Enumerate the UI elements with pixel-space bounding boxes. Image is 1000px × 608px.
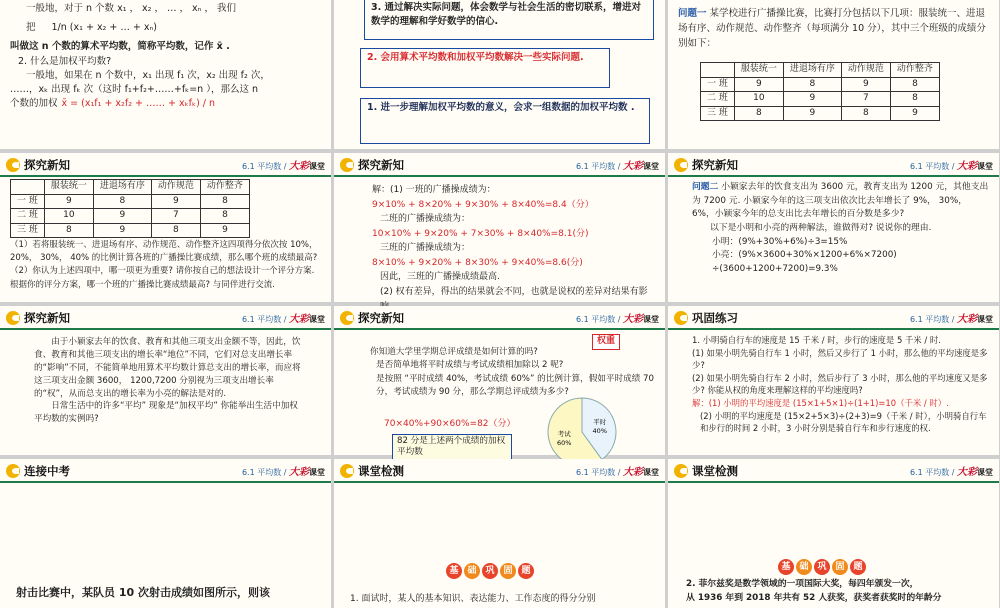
table-cell: 8 <box>200 194 249 209</box>
question-1: （1）若将服装统一、进退场有序、动作规范、动作整齐这四项得分依次按 10%， 20%， 30%， 40% 的比例计算各班的广播操比赛成绩，那么哪个班的成绩最高? <box>10 240 318 264</box>
pacman-icon <box>674 464 688 478</box>
slide-header <box>0 153 331 179</box>
pie-slice-value: 60% <box>556 438 572 447</box>
conclusion-text: 82 分是上述两个成绩的加权平均数 <box>397 436 506 458</box>
text-line: 把 <box>26 22 36 34</box>
table-cell: 9 <box>151 194 200 209</box>
brand-tag: 课堂 <box>309 162 325 171</box>
section-chips <box>778 559 866 575</box>
header-ref <box>576 312 659 327</box>
text-line: 2. 什么是加权平均数? <box>18 55 112 67</box>
brand-tag: 课堂 <box>643 162 659 171</box>
brand-logo: 大彩 <box>623 314 643 325</box>
section-chip: 巩 <box>814 559 830 575</box>
header-divider <box>668 328 999 330</box>
solution-line: 二班的广播操成绩为： <box>380 214 471 225</box>
page-ref: 6.1 平均数 / <box>241 468 287 477</box>
formula-mean: 1/n (x₁ + x₂ + … + xₙ) <box>51 22 157 34</box>
slide-2[interactable] <box>334 0 665 149</box>
text-line: 个数的加权 <box>10 98 58 110</box>
table-cell: 8 <box>44 223 93 238</box>
header-divider <box>334 481 665 483</box>
brand-tag: 课堂 <box>643 468 659 477</box>
table-row <box>11 194 250 209</box>
quiz-question: 从 1936 年到 2018 年共有 52 人获奖，获奖者获奖时的年龄分 <box>686 593 942 604</box>
text-line: 一般地，对于 n 个数 x₁ ， x₂ ， … ， xₙ ， 我们 <box>26 3 237 14</box>
slide-header <box>0 459 331 485</box>
question-2: （2）你认为上述四项中，哪一项更为重要? 请你按自己的想法设计一个评分方案. 根据你的评分方案，哪一个班的广播操比赛成绩最高? 与同伴进行交流. <box>10 266 315 290</box>
table-header-cell: 动作规范 <box>151 180 200 195</box>
slide-6[interactable] <box>668 153 999 302</box>
table-row <box>11 223 250 238</box>
slide-title: 课堂检测 <box>692 464 738 478</box>
pacman-icon <box>6 464 20 478</box>
table-cell: 9 <box>93 223 151 238</box>
table-cell: 8 <box>841 106 890 121</box>
pacman-icon <box>6 311 20 325</box>
slide-3[interactable] <box>668 0 999 149</box>
table-cell: 三 班 <box>11 223 45 238</box>
slide-12[interactable] <box>668 459 999 608</box>
table-row <box>701 106 940 121</box>
header-ref <box>242 159 325 174</box>
table-cell: 9 <box>890 106 939 121</box>
problem-question: 以下是小明和小亮的两种解法，谁做得对? 说说你的理由. <box>710 222 932 233</box>
table-cell: 8 <box>890 92 939 107</box>
table-cell: 9 <box>93 209 151 224</box>
brand-tag: 课堂 <box>977 162 993 171</box>
table-cell: 10 <box>44 209 93 224</box>
goal-1-text: 1. 进一步理解加权平均数的意义，会求一组数据的加权平均数 . <box>367 102 635 113</box>
section-chip: 基 <box>778 559 794 575</box>
table-cell: 8 <box>93 194 151 209</box>
conclusion-box <box>392 434 512 460</box>
table-cell: 9 <box>200 223 249 238</box>
table-cell: 7 <box>151 209 200 224</box>
solution-calc: 8×10% + 9×20% + 8×30% + 9×40%=8.6(分) <box>372 257 583 268</box>
table-cell: 10 <box>734 92 783 107</box>
page-ref: 6.1 平均数 / <box>909 315 955 324</box>
goal-3-text: 3. 通过解决实际问题，体会数学与社会生活的密切联系，增进对数学的理解和学好数学的信心. <box>371 2 642 28</box>
page-ref: 6.1 平均数 / <box>909 468 955 477</box>
table-cell: 二 班 <box>11 209 45 224</box>
table-cell: 8 <box>783 77 841 92</box>
pie-slice-value: 40% <box>592 427 608 436</box>
table-header-cell: 进退场有序 <box>93 180 151 195</box>
exercise-answer: (2) 小明的平均速度是 (15×2+5×3)÷(2+3)=9（千米 / 时），小明骑自行车和步行的时间 2 小时，3 小时分别是骑自行车和步行速度的权. <box>700 410 987 434</box>
table-cell: 一 班 <box>701 77 735 92</box>
solution-line: (2) 权有差异，得出的结果就会不同，也就是说权的差异对结果有影 <box>380 287 648 298</box>
header-ref <box>242 312 325 327</box>
pacman-icon <box>340 311 354 325</box>
problem-text: 某学校进行广播操比赛，比赛打分包括以下几项：服装统一、进退场有序、动作规范、动作整齐（每项满分 10 分），其中三个班级的成绩分别如下： <box>678 8 986 50</box>
text-line: 一般地，如果在 n 个数中，x₁ 出现 f₁ 次，x₂ 出现 f₂ 次， <box>26 69 270 81</box>
exercise-line: 1. 小明骑自行车的速度是 15 千米 / 时，步行的速度是 5 千米 / 时. <box>692 335 941 345</box>
weight-badge: 权重 <box>592 334 620 350</box>
brand-logo: 大彩 <box>623 467 643 478</box>
brand-logo: 大彩 <box>957 467 977 478</box>
score-table <box>700 62 940 121</box>
section-chip: 固 <box>832 559 848 575</box>
brand-logo: 大彩 <box>289 161 309 172</box>
table-row <box>701 92 940 107</box>
header-divider <box>0 175 331 177</box>
header-divider <box>334 328 665 330</box>
slide-9[interactable] <box>668 306 999 455</box>
goal-2 <box>360 48 610 88</box>
header-divider <box>334 175 665 177</box>
slide-8[interactable] <box>334 306 665 458</box>
slide-5[interactable] <box>334 153 665 302</box>
quiz-question: 2. 菲尔兹奖是数学领域的一项国际大奖，每四年颁发一次， <box>686 579 919 589</box>
solution-calc: 10×10% + 9×20% + 7×30% + 8×40%=8.1(分) <box>372 228 589 239</box>
exercise-line: (1) 如果小明先骑自行车 1 小时，然后又步行了 1 小时，那么他的平均速度是多少? <box>692 347 988 371</box>
header-ref <box>576 159 659 174</box>
answer-xiaoliang-cont: ÷(3600+1200+7200)=9.3% <box>712 263 838 274</box>
brand-logo: 大彩 <box>289 467 309 478</box>
brand-tag: 课堂 <box>977 468 993 477</box>
page-ref: 6.1 平均数 / <box>575 315 621 324</box>
problem-label: 问题二 <box>692 182 719 192</box>
slide-10[interactable] <box>0 459 331 608</box>
weighted-calc: 70×40%+90×60%=82（分） <box>384 419 516 429</box>
exercise-answer: 解：(1) 小明的平均速度是 (15×1+5×1)÷(1+1)=10（千米 / 时）. <box>692 398 949 409</box>
slide-4[interactable] <box>0 153 331 302</box>
quiz-question: 1. 面试时，某人的基本知识、表达能力、工作态度的得分分别 <box>350 594 596 604</box>
text-line: ……，xₖ 出现 fₖ 次（这时 f₁+f₂+……+fₖ=n ），那么这 n <box>10 84 259 95</box>
slide-header <box>334 153 665 179</box>
table-cell: 9 <box>783 92 841 107</box>
pie-slice-label: 平时 <box>593 418 607 427</box>
table-row <box>11 209 250 224</box>
solution-calc: 9×10% + 8×20% + 9×30% + 8×40%=8.4（分） <box>372 199 594 210</box>
slide-title: 巩固练习 <box>692 311 738 325</box>
question-line: 你知道大学里学期总评成绩是如何计算的吗? <box>370 347 538 357</box>
goal-2-text: 2. 会用算术平均数和加权平均数解决一些实际问题. <box>367 52 584 63</box>
page-ref: 6.1 平均数 / <box>241 315 287 324</box>
brand-logo: 大彩 <box>957 161 977 172</box>
table-cell: 8 <box>890 77 939 92</box>
brand-tag: 课堂 <box>643 315 659 324</box>
section-chip: 础 <box>796 559 812 575</box>
table-row <box>701 77 940 92</box>
slide-title: 探究新知 <box>692 158 738 172</box>
table-header-cell <box>11 180 45 195</box>
table-cell: 二 班 <box>701 92 735 107</box>
brand-logo: 大彩 <box>289 314 309 325</box>
question-line: 是按照 “平时成绩 40%，考试成绩 60%” 的比例计算，假如平时成绩 70 分，考试成绩为 90 分，那么学期总评成绩为多少? <box>376 373 654 397</box>
slide-header <box>334 306 665 332</box>
section-chip: 础 <box>464 563 480 579</box>
page-ref: 6.1 平均数 / <box>575 468 621 477</box>
table-cell: 8 <box>200 209 249 224</box>
header-divider <box>0 481 331 483</box>
slide-header <box>334 459 665 485</box>
pacman-icon <box>340 464 354 478</box>
section-chip: 题 <box>850 559 866 575</box>
solution-line: 三班的广播操成绩为： <box>380 243 471 254</box>
header-divider <box>668 175 999 177</box>
exercise-line: (2) 如果小明先骑自行车 2 小时，然后步行了 3 小时，那么他的平均速度又是多少? 你能从权的角度来理解这样的平均速度吗? <box>692 372 988 396</box>
section-chip: 题 <box>518 563 534 579</box>
header-ref <box>576 465 659 480</box>
exam-question: 射击比赛中，某队员 10 次射击成绩如图所示，则该 <box>16 586 270 599</box>
goal-3 <box>364 0 654 40</box>
brand-tag: 课堂 <box>977 315 993 324</box>
slide-1[interactable] <box>0 0 331 149</box>
table-header-cell: 进退场有序 <box>783 63 841 78</box>
brand-logo: 大彩 <box>957 314 977 325</box>
table-header-cell: 动作整齐 <box>890 63 939 78</box>
header-ref <box>910 465 993 480</box>
section-chip: 巩 <box>482 563 498 579</box>
slide-7[interactable] <box>0 306 331 455</box>
slide-title: 探究新知 <box>24 158 70 172</box>
page-ref: 6.1 平均数 / <box>241 162 287 171</box>
section-chip: 固 <box>500 563 516 579</box>
header-ref <box>242 465 325 480</box>
pie-slice-label: 考试 <box>557 429 571 438</box>
slide-header <box>668 306 999 332</box>
section-chip: 基 <box>446 563 462 579</box>
slide-title: 探究新知 <box>24 311 70 325</box>
solution-line: 解：(1) 一班的广播操成绩为： <box>372 185 496 195</box>
goal-1 <box>360 98 650 144</box>
slide-title: 探究新知 <box>358 311 404 325</box>
header-ref <box>910 312 993 327</box>
slide-11[interactable] <box>334 459 665 608</box>
table-header-cell: 动作规范 <box>841 63 890 78</box>
brand-tag: 课堂 <box>309 315 325 324</box>
page-ref: 6.1 平均数 / <box>909 162 955 171</box>
table-header-cell: 动作整齐 <box>200 180 249 195</box>
problem-label: 问题一 <box>678 8 707 19</box>
table-cell: 一 班 <box>11 194 45 209</box>
table-cell: 9 <box>44 194 93 209</box>
text-line: 叫做这 n 个数的算术平均数，简称平均数，记作 x̄ . <box>10 41 230 53</box>
answer-xiaoliang: 小亮：(9%×3600+30%×1200+6%×7200) <box>712 250 897 261</box>
pacman-icon <box>674 311 688 325</box>
formula-weighted: x̄ = (x₁f₁ + x₂f₂ + …… + xₖfₖ) / n <box>61 98 216 110</box>
table-header-cell: 服装统一 <box>734 63 783 78</box>
pacman-icon <box>6 158 20 172</box>
score-table <box>10 179 250 238</box>
table-cell: 8 <box>734 106 783 121</box>
table-cell: 7 <box>841 92 890 107</box>
header-divider <box>0 328 331 330</box>
section-chips <box>446 563 534 579</box>
header-ref <box>910 159 993 174</box>
slide-title: 连接中考 <box>24 464 70 478</box>
table-header-cell <box>701 63 735 78</box>
solution-line: 因此，三班的广播操成绩最高. <box>380 272 500 283</box>
slide-title: 探究新知 <box>358 158 404 172</box>
explanation-paragraph: 由于小颖家去年的饮食、教育和其他三项支出金额不等，因此，饮食、教育和其他三项支出的增长率“地位”不同，它们对总支出增长率的“影响”不同，不能简单地用算术平均数计算总支出的增长率，而应将这三项支出金额 3600， 1200,7200 分别视为三项支出增长率的“权”，从而总支出的增长率为小亮的解法是对的. <box>34 337 301 399</box>
pacman-icon <box>340 158 354 172</box>
slide-header <box>0 306 331 332</box>
table-cell: 三 班 <box>701 106 735 121</box>
explanation-paragraph: 日常生活中的许多“平均” 现象是“加权平均” 你能举出生活中加权平均数的实例吗? <box>34 401 298 425</box>
table-cell: 9 <box>734 77 783 92</box>
problem-text: 小颖家去年的饮食支出为 3600 元，教育支出为 1200 元，其他支出为 7200 元. 小颖家今年的这三项支出依次比去年增长了 9%， 30%， 6%，小颖家今年的总支出比去年增长的百分数是多少? <box>692 182 989 220</box>
pacman-icon <box>674 158 688 172</box>
table-header-cell: 服装统一 <box>44 180 93 195</box>
page-ref: 6.1 平均数 / <box>575 162 621 171</box>
table-cell: 8 <box>151 223 200 238</box>
answer-xiaoming: 小明：(9%+30%+6%)÷3=15% <box>712 236 848 247</box>
header-divider <box>668 481 999 483</box>
slide-title: 课堂检测 <box>358 464 404 478</box>
slide-header <box>668 153 999 179</box>
table-cell: 9 <box>783 106 841 121</box>
table-cell: 9 <box>841 77 890 92</box>
question-line: 是否简单地将平时成绩与考试成绩相加除以 2 呢? <box>376 360 564 371</box>
brand-tag: 课堂 <box>309 468 325 477</box>
slide-header <box>668 459 999 485</box>
brand-logo: 大彩 <box>623 161 643 172</box>
